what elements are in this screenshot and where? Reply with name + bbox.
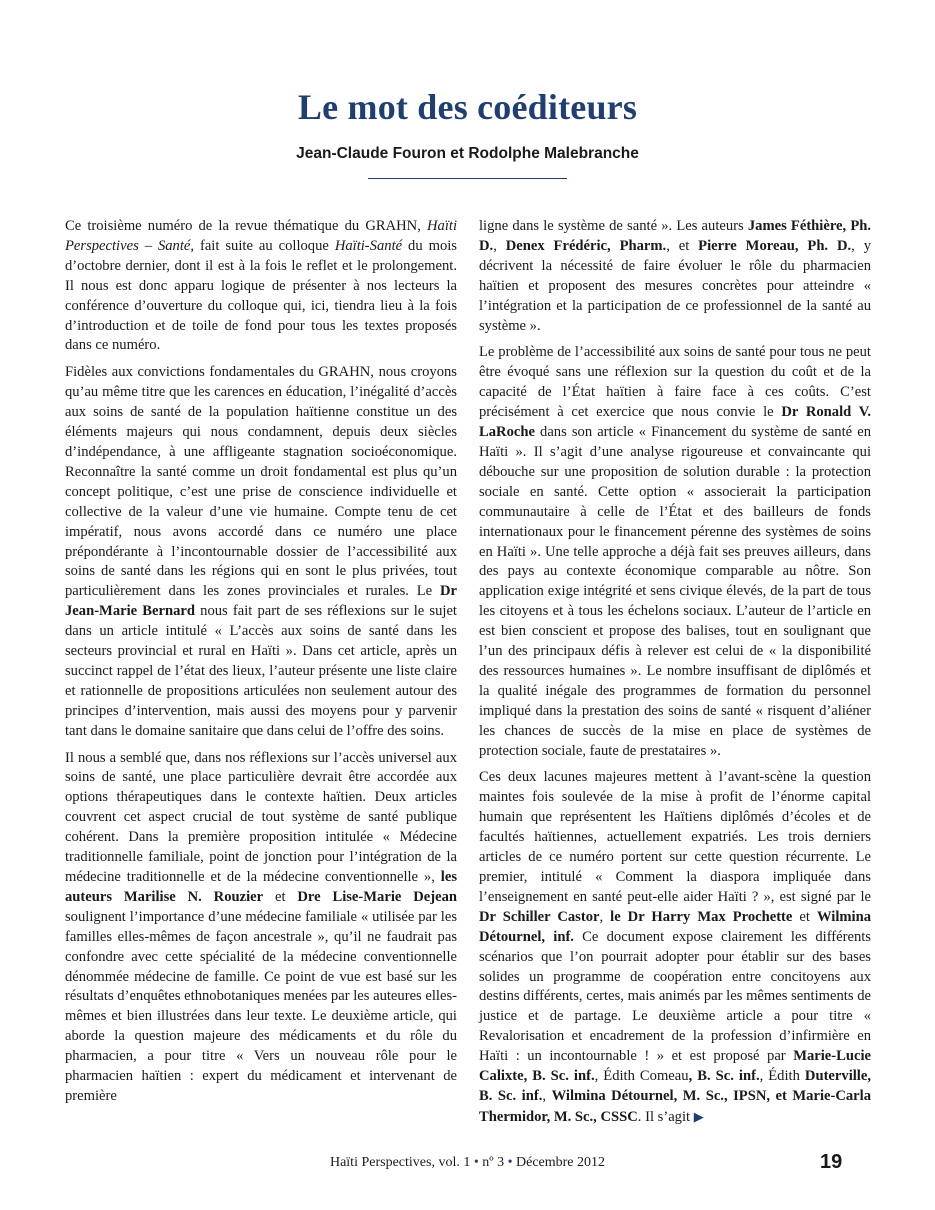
page-number: 19: [820, 1151, 843, 1173]
left-column: [65, 217, 457, 1114]
paragraph: Ce troisième numéro de la revue thématique du GRAHN, Haïti Perspectives – Santé, fait suite au colloque Haïti-Santé du mois d’octobre dernier, dont il est à la fois le reflet et le prolongement. Il nous est donc apparu logique de présenter à nos lecteurs la conférence d’ouverture du colloque qui, ici, tiendra lieu à la fois d’introduction et de toile de fond pour tous les textes proposés dans ce numéro.: [65, 218, 457, 354]
bullet-icon: •: [473, 1155, 479, 1170]
right-column: [479, 217, 871, 1135]
bullet-icon: •: [507, 1155, 513, 1170]
paragraph: Ces deux lacunes majeures mettent à l’avant-scène la question maintes fois soulevée de la mise à profit de l’énorme capital humain que représentent les Haïtiens diplômés d’écoles et de facultés haïtiennes, actuellement expatriés. Les trois derniers articles de ce numéro portent sur cette question récurrente. Le premier, intitulé « Comment la diaspora impliquée dans l’enseignement en santé peut-elle aider Haïti ? », est signé par le Dr Schiller Castor, le Dr Harry Max Prochette et Wilmina Détournel, inf. Ce document expose clairement les différents scénarios que l’on pourrait adopter pour établir sur des bases solides un programme de coopération entre concitoyens aux destins différents, certes, mais animés par les mêmes sentiments de justice et de partage. Le deuxième article a pour titre « Revalorisation et encadrement de la profession d’infirmière en Haïti : un incontournable ! » et est proposé par Marie-Lucie Calixte, B. Sc. inf., Édith Comeau, B. Sc. inf., Édith Duterville, B. Sc. inf., Wilmina Détournel, M. Sc., IPSN, et Marie-Carla Thermidor, M. Sc., CSSC. Il s’agit ▶: [479, 769, 872, 1125]
paragraph: ligne dans le système de santé ». Les auteurs James Féthière, Ph. D., Denex Frédéric, Pharm., et Pierre Moreau, Ph. D., y décrivent la nécessité de faire évoluer le rôle du pharmacien haïtien et proposent des mesures concrètes pour atteindre « l’intégration et la participation de ce professionnel de la santé au système ».: [479, 218, 872, 334]
paragraph: Fidèles aux convictions fondamentales du GRAHN, nous croyons qu’au même titre que les carences en éducation, l’inégalité d’accès aux soins de santé de la population haïtienne constitue un des éléments majeurs qui nous condamnent, depuis deux siècles d’indépendance, à une affligeante stagnation socioéconomique. Reconnaître la santé comme un droit fondamental est plus qu’un concept politique, c’est une prise de conscience individuelle et collective de la valeur d’une vie humaine. Compte tenu de cet impératif, nous avons accordé dans ce numéro une place prépondérante à l’incontournable dossier de l’accessibilité aux soins de santé dans les régions qui en sont le plus privées, tout particulièrement dans les zones provinciales et rurales. Le Dr Jean-Marie Bernard nous fait part de ses réflexions sur le sujet dans un article intitulé « L’accès aux soins de santé dans les secteurs provincial et rural en Haïti ». Dans cet article, après un succinct rappel de l’état des lieux, l’auteur présente une liste claire et rationnelle de propositions articulées non seulement autour des principes d’intervention, mais aussi des moyens pour y parvenir tant dans le domaine sanitaire que dans celui de l’offre des soins.: [65, 364, 457, 739]
journal-name: Haïti Perspectives: [329, 1155, 432, 1170]
page-footer: Haïti Perspectives, vol. 1 • nº 3 • Décembre 2012: [329, 1155, 606, 1170]
article-title: Le mot des coéditeurs: [297, 87, 638, 127]
paragraph: Il nous a semblé que, dans nos réflexions sur l’accès universel aux soins de santé, une place particulière devrait être accordée aux options thérapeutiques dans le contexte haïtien. Deux articles couvrent cet aspect crucial de tout système de santé publique cohérent. Dans la première proposition intitulée « Médecine traditionnelle familiale, point de jonction pour l’intégration de la médecine traditionnelle et de la médecine conventionnelle », les auteurs Marilise N. Rouzier et Dre Lise-Marie Dejean soulignent l’importance d’une médecine familiale « utilisée par les familles elles-mêmes de façon ancestrale », qu’il ne faudrait pas confondre avec cette spécialité de la médecine conventionnelle dénommée médecine de famille. Ce point de vue est basé sur les résultats d’enquêtes ethnobotaniques menées par les auteures elles-mêmes et bien illustrées dans leur texte. Le deuxième article, qui aborde la question majeure des médicaments et du rôle du pharmacien, a pour titre « Vers un nouveau rôle pour le pharmacien haïtien : expert du médicament et intervenant de première: [65, 749, 457, 1104]
triangle-right-icon: ▶: [693, 1108, 704, 1124]
article-authors: Jean-Claude Fouron et Rodolphe Malebranche: [296, 145, 639, 162]
paragraph: Le problème de l’accessibilité aux soins de santé pour tous ne peut être évoqué sans une réflexion sur la question du coût et de la capacité de l’État haïtien à faire face à ces coûts. C’est précisément à cet exercice que nous convie le Dr Ronald V. LaRoche dans son article « Financement du système de santé en Haïti ». Il s’agit d’une analyse rigoureuse et convaincante qui débouche sur une proposition de solution durable : la protection sociale en santé. Cette option « associerait la participation communautaire à celle de l’État et des bailleurs de fonds internationaux pour le financement pérenne des systèmes de soins en Haïti ». Une telle approche a déjà fait ses preuves ailleurs, dans des pays au contexte économique comparable au nôtre. Son application exige intégrité et sens civique élevés, de la part de tous les citoyens et à tous les échelons sociaux. L’auteur de l’article en est bien conscient et propose des balises, tout en soulignant que l’un des principaux défis à relever est celui de « la disponibilité des ressources humaines ». Le nombre insuffisant de diplômés et la qualité inégale des programmes de formation du personnel impliqué dans la prestation des soins de santé « risquent d’aliéner les chances de succès de la mise en place de systèmes de protection sociale, faute de prestataires ».: [479, 344, 871, 759]
title-divider: [368, 178, 567, 179]
